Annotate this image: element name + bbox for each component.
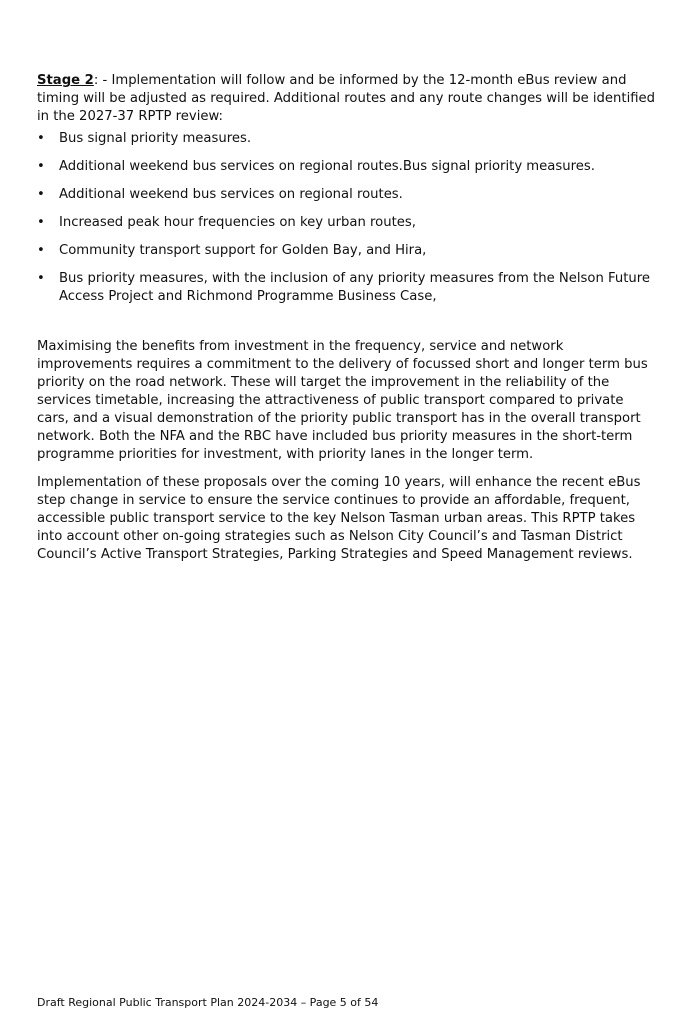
bullet-icon: • xyxy=(37,159,45,174)
stage-2-bullet-list xyxy=(37,130,657,306)
stage-2-colon: : xyxy=(93,73,99,88)
stage-2-intro-text: - Implementation will follow and be informed by the 12-month eBus review and timing will be adjusted as required. Additional routes and any route changes will be identified in the 2027-37 RPTP review: xyxy=(37,73,656,124)
list-item-text: Bus signal priority measures. xyxy=(59,131,252,146)
list-item xyxy=(37,214,657,232)
list-item xyxy=(37,158,657,176)
list-item-text: Bus priority measures, with the inclusion of any priority measures from the Nelson Future Access Project and Richmond Programme Business Case, xyxy=(59,271,651,304)
bullet-icon: • xyxy=(37,187,45,202)
stage-2-intro xyxy=(37,72,657,126)
list-item xyxy=(37,130,657,148)
bullet-icon: • xyxy=(37,131,45,146)
document-body xyxy=(37,72,657,564)
list-item-text: Increased peak hour frequencies on key urban routes, xyxy=(59,215,416,230)
list-item-text: Additional weekend bus services on regional routes. xyxy=(59,187,403,202)
list-item xyxy=(37,186,657,204)
stage-2-heading: Stage 2 xyxy=(37,73,94,88)
bus-priority-paragraph: Maximising the benefits from investment in the frequency, service and network improvements requires a commitment to the delivery of focussed short and longer term bus priority on the road network. These will target the improvement in the reliability of the services timetable, increasing the attractiveness of public transport compared to private cars, and a visual demonstration of the priority public transport has in the overall transport network. Both the NFA and the RBC have included bus priority measures in the short-term programme priorities for investment, with priority lanes in the longer term. xyxy=(37,339,648,462)
list-item xyxy=(37,242,657,260)
list-item-text: Additional weekend bus services on regional routes.Bus signal priority measures. xyxy=(59,159,595,174)
list-item-text: Community transport support for Golden Bay, and Hira, xyxy=(59,243,427,258)
implementation-paragraph: Implementation of these proposals over the coming 10 years, will enhance the recent eBus step change in service to ensure the service continues to provide an affordable, frequent, accessible public transport service to the key Nelson Tasman urban areas. This RPTP takes into account other on-going strategies such as Nelson City Council’s and Tasman District Council’s Active Transport Strategies, Parking Strategies and Speed Management reviews. xyxy=(37,475,641,562)
list-item xyxy=(37,270,657,306)
bullet-icon: • xyxy=(37,243,45,258)
page-footer: Draft Regional Public Transport Plan 2024-2034 – Page 5 of 54 xyxy=(37,996,379,1009)
bullet-icon: • xyxy=(37,271,45,286)
bullet-icon: • xyxy=(37,215,45,230)
